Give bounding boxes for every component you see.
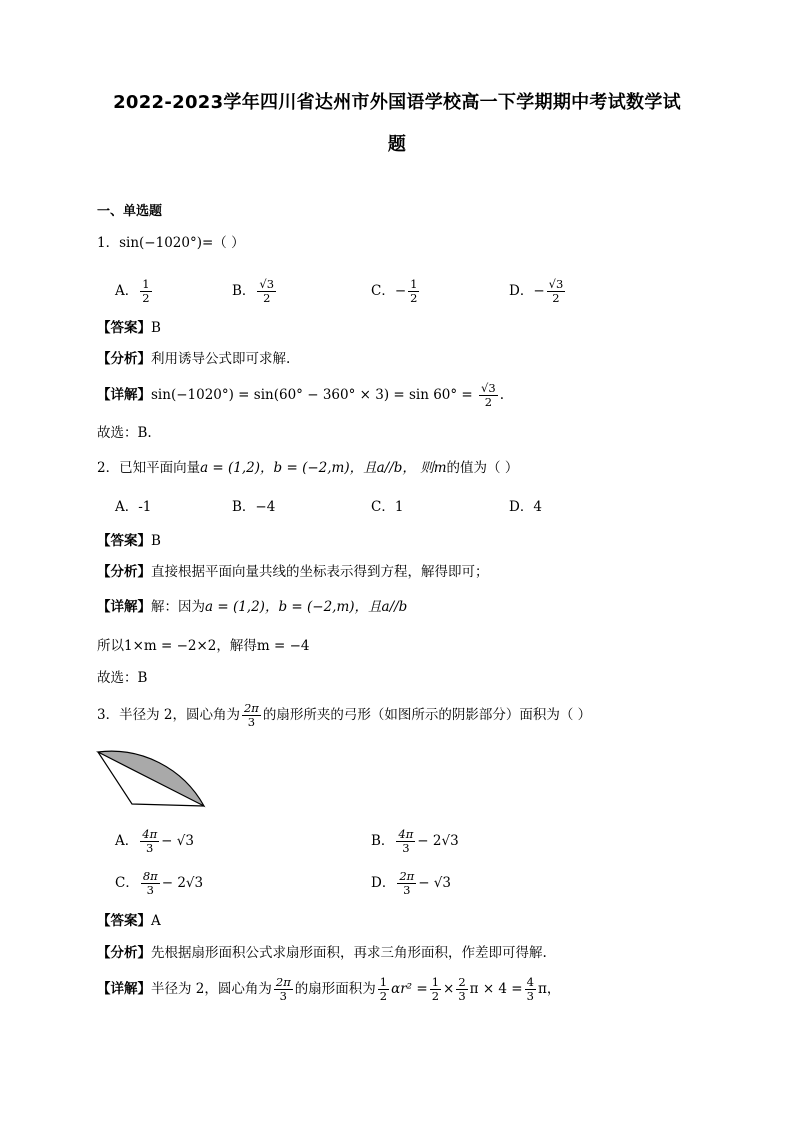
q2-so: 所以1×m = −2×2，解得m = −4 <box>97 638 310 654</box>
q1-analysis: 【分析】利用诱导公式即可求解. <box>97 351 291 367</box>
q1-detail: 【详解】sin(−1020°) = sin(60° − 360° × 3) = sin 60° = $\frac{√3}{2}$ . <box>97 381 504 409</box>
q2-option-c: C．1 <box>371 499 404 515</box>
q2-analysis: 【分析】直接根据平面向量共线的坐标表示得到方程，解得即可； <box>97 564 489 580</box>
segment-figure <box>94 738 214 810</box>
q3-stem: 3．半径为 2，圆心角为 $\frac{2\pi}{3}$ 的扇形所夹的弓形（如图所示的阴影部分）面积为（ ） <box>97 701 592 729</box>
q2-option-b: B．−4 <box>232 499 276 515</box>
q2-option-d: D．4 <box>509 499 542 515</box>
q3-answer: 【答案】A <box>97 913 161 929</box>
q3-option-b: B． $\frac{4\pi}{3}$ − 2√3 <box>371 827 459 855</box>
q2-option-a: A．-1 <box>115 499 152 515</box>
q2-detail: 【详解】解：因为a = (1,2)，b = (−2,m)，且a//b <box>97 599 408 615</box>
doc-title-line2: 题 <box>387 134 407 155</box>
q1-a-frac: $\frac{1}{2}$ <box>142 277 150 305</box>
doc-title-line1: 2022-2023学年四川省达州市外国语学校高一下学期期中考试数学试 <box>113 92 681 113</box>
q1-option-b: B． $\frac{√3}{2}$ <box>232 277 275 305</box>
shaded-segment <box>98 751 204 806</box>
q3-detail: 【详解】半径为 2，圆心角为 $\frac{2\pi}{3}$ 的扇形面积为 $\frac{1}{2}$ αr² = $\frac{1}{2}$ × $\frac{2}{3}$ π × 4 = $\frac{4}{3}$ π， <box>97 975 561 1003</box>
section-heading: 一、单选题 <box>97 204 163 219</box>
q2-stem: 2．已知平面向量a = (1,2)，b = (−2,m)，且a//b， 则m的值为（ ） <box>97 460 519 476</box>
q3-analysis: 【分析】先根据扇形面积公式求扇形面积，再求三角形面积，作差即可得解. <box>97 945 547 961</box>
q3-option-c: C． $\frac{8\pi}{3}$ − 2√3 <box>115 869 204 897</box>
q3-option-d: D． $\frac{2\pi}{3}$ − √3 <box>371 869 451 897</box>
q1-option-a: A． $\frac{1}{2}$ <box>115 277 150 305</box>
q1-choose: 故选：B. <box>97 425 152 441</box>
q2-answer: 【答案】B <box>97 533 161 549</box>
q1-option-c: C．− $\frac{1}{2}$ <box>371 277 418 305</box>
q1-stem: 1．sin(−1020°)=（ ） <box>97 235 245 251</box>
q3-option-a: A． $\frac{4\pi}{3}$ − √3 <box>115 827 194 855</box>
q2-choose: 故选：B <box>97 670 148 686</box>
q1-option-d: D．− $\frac{√3}{2}$ <box>509 277 564 305</box>
q1-answer: 【答案】B <box>97 320 161 336</box>
